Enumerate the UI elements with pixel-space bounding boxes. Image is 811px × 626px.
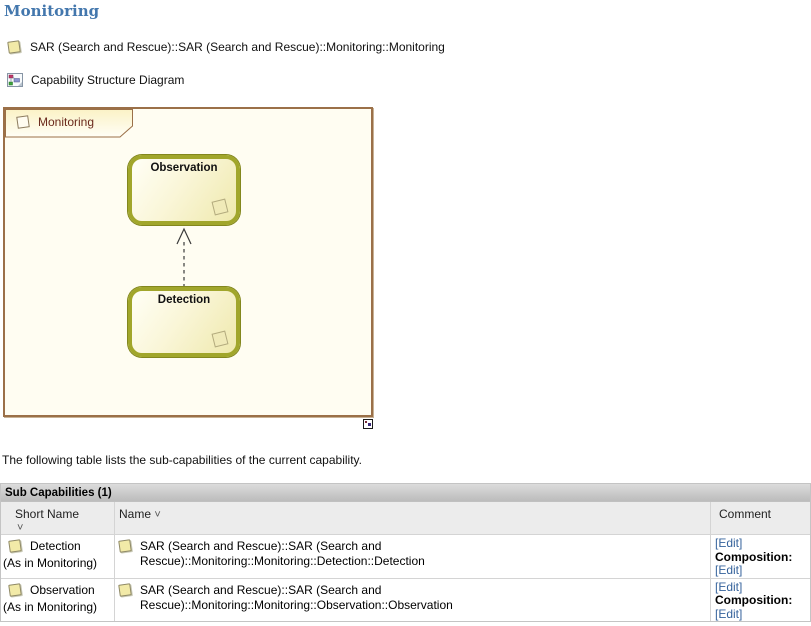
node-label: Observation [150,162,218,174]
column-header-label: Comment [719,507,772,521]
diagram-title[interactable]: Capability Structure Diagram [31,73,185,87]
sort-indicator-icon[interactable]: ˅ [17,522,24,534]
table-row-detection [1,534,810,578]
table-header-row [1,502,810,534]
short-name[interactable]: Detection [30,539,81,553]
capability-icon [8,539,22,553]
short-name-note: (As in Monitoring) [3,599,98,614]
table-title: Sub Capabilities (1) [5,487,112,499]
name-cell [115,579,711,622]
diagram-title-row [7,72,184,88]
short-name-cell [1,535,115,578]
diagram-icon [7,72,23,88]
capability-icon [212,331,229,348]
short-name[interactable]: Observation [30,582,95,597]
table-intro-text: The following table lists the sub-capabilities of the current capability. [2,453,362,467]
qualified-name[interactable]: SAR (Search and Rescue)::SAR (Search and Rescue)::Monitoring::Monitoring::Observation::Observation [140,582,453,612]
capability-icon [7,40,21,54]
short-name-note: (As in Monitoring) [3,556,98,570]
edit-comment-link[interactable]: [Edit] [715,536,743,550]
dashed-dependency-arrow [172,227,196,289]
column-header-short-name[interactable] [1,502,115,534]
sub-capabilities-table [0,483,811,622]
short-name-cell [1,579,115,622]
column-header-name[interactable] [115,502,711,534]
capability-qualified-name: SAR (Search and Rescue)::SAR (Search and Rescue)::Monitoring::Monitoring [30,40,445,54]
node-label: Detection [157,294,211,306]
qualified-name[interactable]: SAR (Search and Rescue)::SAR (Search and Rescue)::Monitoring::Monitoring::Detection::Detection [140,539,425,568]
composition-label: Composition: [715,593,793,607]
comment-cell [711,579,810,622]
capability-icon [212,199,229,216]
capability-icon [16,115,30,129]
comment-cell [711,535,810,578]
node-detection[interactable] [128,287,240,357]
capability-qualified-name-row [8,40,445,54]
table-row-observation [1,578,810,622]
name-cell [115,535,711,578]
capability-structure-diagram-frame [3,107,373,417]
capability-icon [8,583,22,597]
column-header-comment [711,502,810,534]
capability-icon [118,583,132,597]
edit-composition-link[interactable]: [Edit] [715,606,743,621]
edit-comment-link[interactable]: [Edit] [715,579,743,594]
node-observation[interactable] [128,155,240,225]
column-header-label: Short Name [15,507,80,521]
capability-icon [118,539,132,553]
diagram-resize-handle-icon[interactable] [363,419,373,429]
page-title: Monitoring [4,2,100,20]
frame-tab-label: Monitoring [38,115,95,129]
composition-label: Composition: [715,549,793,564]
sort-indicator-icon[interactable]: ˅ [154,509,161,521]
table-title-bar [1,484,810,502]
column-header-label: Name [119,507,152,521]
edit-composition-link[interactable]: [Edit] [715,563,743,577]
